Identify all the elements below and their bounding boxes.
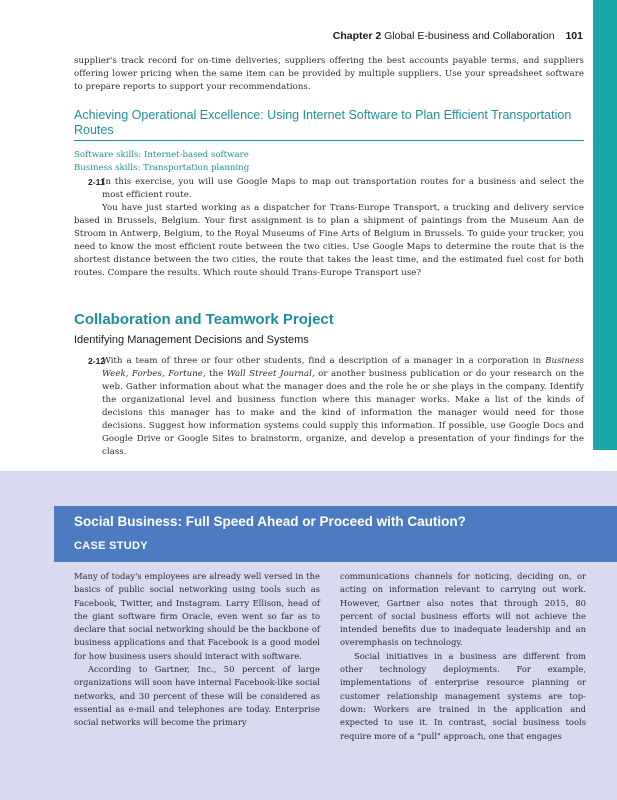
- case-column-right: [340, 570, 586, 743]
- case-study-label: CASE STUDY: [74, 540, 148, 552]
- operational-excellence-section: [74, 108, 584, 175]
- exercise-number: 2-11: [88, 177, 105, 187]
- exercise-body: You have just started working as a dispatcher for Trans-Europe Transport, a trucking and delivery service based in Brussels, Belgium. Your first assignment is to plan a shipment of paintings from the Museum Aan de Stroom in Antwerp, Belgium, to the Royal Museums of Fine Arts of Belgium in Brussels. To guide your trucker, you need to know the most efficient route between the two cities. Use Google Maps to determine the route that is the shortest distance between the two cities, the route that takes the least time, and the estimated fuel cost for both routes. Compare the results. Which route should Trans-Europe Transport use?: [74, 203, 584, 278]
- case-study-title: Social Business: Full Speed Ahead or Proceed with Caution?: [74, 514, 466, 529]
- chapter-title: Global E-business and Collaboration: [384, 30, 555, 42]
- business-skills: Business skills: Transportation planning: [74, 163, 250, 173]
- software-skills: Software skills: Internet-based software: [74, 150, 249, 160]
- chapter-side-tab: [593, 0, 617, 450]
- case-column-left: [74, 570, 320, 730]
- case-paragraph: According to Gartner, Inc., 50 percent of large organizations will soon have internal Facebook-like social networks, and 30 percent of these will be considered as essential as e-mail and telephones are today. Enterprise social networks will become the primary: [74, 664, 320, 728]
- intro-block: [74, 55, 584, 94]
- chapter-label: Chapter 2: [332, 30, 382, 42]
- page-number: 101: [565, 30, 583, 42]
- running-header: [333, 30, 583, 42]
- exercise-2-11: [74, 176, 584, 280]
- collaboration-project: [74, 311, 584, 346]
- collaboration-title: Collaboration and Teamwork Project: [74, 311, 334, 328]
- exercise-2-12: [74, 355, 584, 459]
- exercise-lead: In this exercise, you will use Google Maps to map out transportation routes for a business and select the most efficient route.: [102, 177, 584, 200]
- case-paragraph: Social initiatives in a business are different from other technology deployments. For example, implementations of enterprise resource planning or customer relationship management systems are top-down: Workers are trained in the application and expected to use it. In contrast, social business tools require more of a "pull" approach, one that engages: [340, 650, 586, 741]
- collaboration-subtitle: Identifying Management Decisions and Systems: [74, 334, 309, 346]
- exercise-number: 2-12: [88, 356, 106, 366]
- exercise-text: With a team of three or four other students, find a description of a manager in a corporation in Business Week, Forbes, Fortune, the Wall Street Journal, or another business publication or do your research on the web. Gather information about what the manager does and the role he or she plays in the company. Identify the organizational level and business function where this manager works. Make a list of the kinds of decisions this manager has to make and the kind of information the manager would need for those decisions. Suggest how information systems could supply this information. If possible, use Google Docs and Google Drive or Google Sites to brainstorm, organize, and develop a presentation of your findings for the class.: [102, 356, 584, 457]
- case-paragraph: Many of today's employees are already well versed in the basics of public social networking using tools such as Facebook, Twitter, and Instagram. Larry Ellison, head of the giant software firm Oracle, even went so far as to declare that social networking should be the backbone of business applications and that Facebook is a good model for how business users should interact with software.: [74, 571, 320, 661]
- intro-paragraph: supplier's track record for on-time deliveries, suppliers offering the best accounts payable terms, and suppliers offering lower pricing when the same item can be provided by multiple suppliers. Use your spreadsheet software to prepare reports to support your recommendations.: [74, 56, 584, 92]
- section-heading: Achieving Operational Excellence: Using Internet Software to Plan Efficient Transportation Routes: [74, 108, 584, 141]
- case-paragraph: communications channels for noticing, deciding on, or acting on information relevant to carrying out work. However, Gartner also notes that through 2015, 80 percent of social business efforts will not achieve the intended benefits due to inadequate leadership and an overemphasis on technology.: [340, 571, 586, 648]
